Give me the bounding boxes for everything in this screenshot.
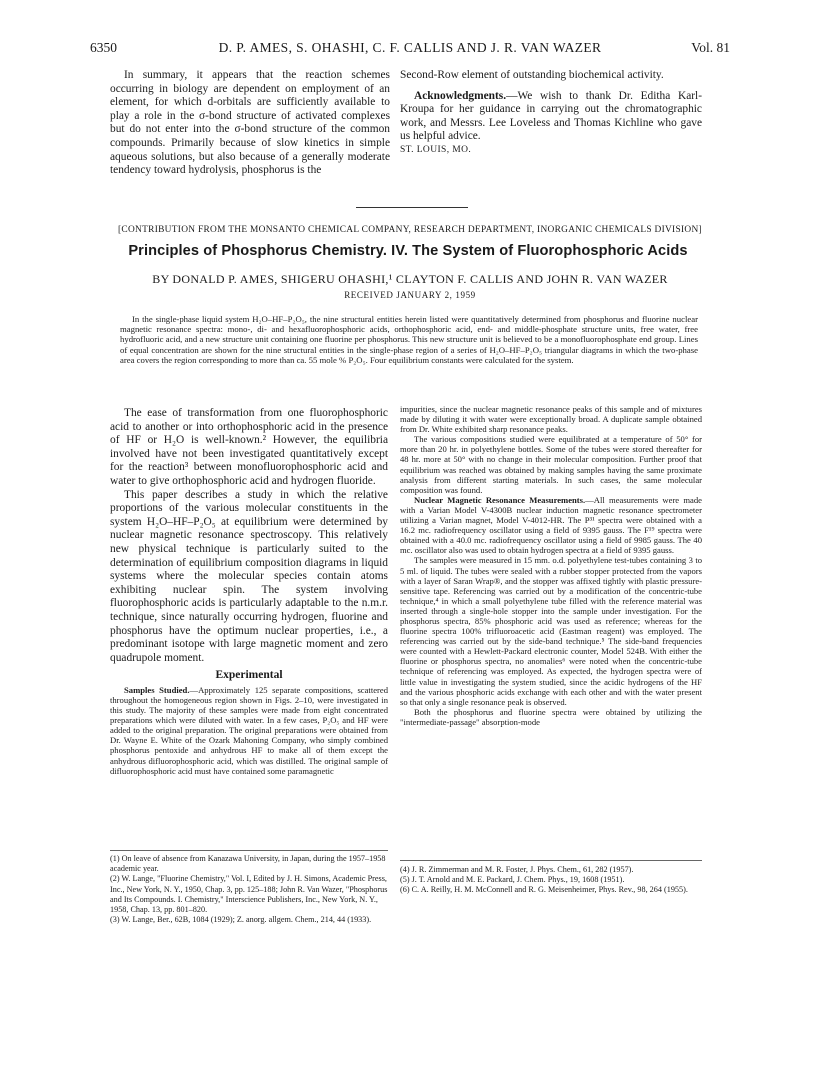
impurities-paragraph: impurities, since the nuclear magnetic resonance peaks of this sample and of mixtures made by diluting it with water were exceptionally broad. A duplicate sample obtained from Dr. White exhibited sharp resonance peaks. [400,404,702,435]
author-location: ST. LOUIS, MO. [400,144,472,155]
footnote-2: (2) W. Lange, "Fluorine Chemistry," Vol. I, Edited by J. H. Simons, Academic Press, Inc., New York, N. Y., 1950, Chap. 3, pp. 125–188; John R. Van Wazer, "Phosphorus and Its Compounds. I. Chemistry," Interscience Publishers, Inc., New York, N. Y., 1958, Chap. 13, pp. 801–820. [110,874,388,915]
spectra-paragraph: Both the phosphorus and fluorine spectra were obtained by utilizing the "intermediate-passage" absorption-mode [400,706,702,727]
volume-number: Vol. 81 [691,40,730,55]
nmr-measurements-text: —All measurements were made with a Varian Model V-4300B nuclear induction magnetic resonance spectrometer utilizing a Varian magnet, Model V-4012-HR. The P³¹ spectra were obtained with a 16.2 mc. radiofrequency oscillator using a field of 9395 gauss. The F¹⁹ spectra were obtained with a 40.0 mc. radiofrequency oscillator using a field of 9985 gauss. The 40 mc. oscillator also was used to obtain hydrogen spectra at a field of 9395 gauss. [400,494,702,556]
running-head-authors: D. P. AMES, S. OHASHI, C. F. CALLIS AND J. R. VAN WAZER [218,40,602,55]
samples-studied-heading: Samples Studied. [124,684,190,695]
abstract [120,314,698,365]
previous-article-paragraph: In summary, it appears that the reaction schemes occurring in biology are dependent on employment of an element, for which d-orbitals are sufficiently available to play a role in the σ-bond structure of activated complexes but do not enter into the σ-bond structure of the common compounds. Primarily because of slow kinetics in simple aqueous solutions, but also because of a generally moderate tendency toward hydrolysis, phosphorus is the [110,69,390,177]
footnote-5: (5) J. T. Arnold and M. E. Packard, J. Chem. Phys., 19, 1608 (1951). [400,875,625,885]
acknowledgments [400,90,702,144]
footnote-6: (6) C. A. Reilly, H. M. McConnell and R. G. Meisenheimer, Phys. Rev., 98, 264 (1955). [400,885,688,895]
received-date: RECEIVED JANUARY 2, 1959 [344,290,476,300]
equilibration-paragraph: The various compositions studied were equilibrated at a temperature of 50° for more than 20 hr. in polyethylene bottles. Some of the tubes were stored thereafter for 48 hr. more at 50° with no change in their molecular composition. Further proof that equilibrium was reached was obtained by making samples having the same proximate analysis from different starting materials. In such cases, the same molecular composition was found. [400,434,702,495]
previous-article-paragraph-continued: Second-Row element of outstanding biochemical activity. [400,69,664,81]
article-separator-rule [356,207,468,208]
article-title: Principles of Phosphorus Chemistry. IV. The System of Fluorophosphoric Acids [128,243,688,259]
intro-paragraph-1: The ease of transformation from one fluorophosphoric acid to another or into orthophosphoric acid in the presence of HF or H₂O is well-known.² However, the equilibria involved have not been investigated quantitatively except for the reaction³ between monofluorophosphoric acid and water to give orthophosphoric acid and hydrogen fluoride. [110,407,388,487]
nmr-measurements-paragraph [400,495,702,556]
footnote-rule-right [400,860,702,861]
abstract-text: In the single-phase liquid system H₂O–HF–P₂O₅, the nine structural entities herein listed were quantitatively determined from phosphorus and fluorine nuclear magnetic resonance spectra: mono-, di- and hexafluorophosphoric acids, orthophosphoric acid, end- and middle-phosphate structure units, free water, free hydrofluoric acid, and a new structure unit containing one fluorine per phosphorus. This new structure unit is believed to be a monofluorophosphate end group. Lines of equal concentration are shown for the nine structural entities in the single-phase region of a series of H₂O–HF–P₂O₅ triangular diagrams in which the two-phase area covers the region corresponding to more than ca. 55 mole % P₂O₅. Four equilibrium constants were calculated for the system. [120,314,698,365]
sample-tubes-paragraph: The samples were measured in 15 mm. o.d. polyethylene test-tubes containing 3 to 5 ml. of liquid. The tubes were sealed with a rubber stopper protected from the vapors with a layer of Saran Wrap®, and the stopper was affixed tightly with plastic pressure-sensitive tape. Referencing was carried out by a modification of the concentric-tube technique,⁴ in which a small polyethylene tube filled with the reference material was inserted through a single-hole stopper into the sample under investigation. For the phosphorus spectra, 85% phosphoric acid was used as reference; whereas for the fluorine spectra 100% trifluoroacetic acid (Eastman reagent) was employed. The referencing was carried out by the side-band technique.⁵ The side-band frequencies were counted with a Hewlett-Packard electronic counter, Model 524B. With either the fluorine or phosphorus spectra, no anomalies⁶ were noted when the concentric-tube technique of referencing was employed. As expected, the hydrogen spectra were of little value in investigating the system studied, since the acidic hydrogens of the HF and the various phosphoric acids exchange with each other and with the water present so that only a single resonance peak is observed. [400,555,702,707]
footnotes-left [110,854,388,925]
section-heading-experimental: Experimental [215,669,283,682]
samples-studied-paragraph [110,685,388,776]
nmr-measurements-heading: Nuclear Magnetic Resonance Measurements. [414,494,586,505]
previous-article-right-column [400,69,702,158]
acknowledgments-heading: Acknowledgments. [414,89,507,102]
page-number: 6350 [90,40,117,55]
acknowledgments-text: —We wish to thank Dr. Editha Karl-Kroupa for her guidance in carrying out the chromatographic work, and Messrs. Lee Loveless and Thomas Kichline who gave us helpful advice. [400,89,702,143]
contribution-line: [CONTRIBUTION FROM THE MONSANTO CHEMICAL COMPANY, RESEARCH DEPARTMENT, INORGANIC CHEMICALS DIVISION] [118,225,702,235]
samples-studied-text: —Approximately 125 separate compositions, scattered throughout the homogeneous region shown in Figs. 2–10, were investigated in this study. The majority of these samples were made from eight concentrated preparations which were diluted with water. In a few cases, P₂O₅ and HF were added to the original preparation. The original preparations were obtained from Dr. Wayne E. White of the Ozark Mahoning Company, who simply combined phosphorus pentoxide and anhydrous HF to make all of them except the anhydrous difluorophosphoric acid, which was distilled. The original sample of difluorophosphoric acid must have contained some paramagnetic [110,684,388,776]
footnote-3: (3) W. Lange, Ber., 62B, 1084 (1929); Z. anorg. allgem. Chem., 214, 44 (1933). [110,915,372,925]
article-byline: BY DONALD P. AMES, SHIGERU OHASHI,¹ CLAYTON F. CALLIS AND JOHN R. VAN WAZER [152,272,668,286]
intro-paragraph-2: This paper describes a study in which the relative proportions of the various molecular constituents in the system H₂O–HF–P₂O₅ at equilibrium were determined by nuclear magnetic resonance spectroscopy. This relatively new physical technique is particularly suited to the determination of equilibrium composition diagrams in liquid systems where the molecular species contain atoms exhibiting nuclear spin. The system involving fluorophosphoric acids is particularly adaptable to the n.m.r. technique, since naturally occurring hydrogen, fluorine and phosphorus have the optimum nuclear properties, i.e., a predominant isotope with large magnetic moment and zero quadrupole moment. [110,488,388,664]
footnote-rule-left [110,850,388,851]
footnote-1: (1) On leave of absence from Kanazawa University, in Japan, during the 1957–1958 academic year. [110,854,386,874]
footnote-4: (4) J. R. Zimmerman and M. R. Foster, J. Phys. Chem., 61, 282 (1957). [400,865,634,874]
previous-article-left-column [110,69,390,178]
running-head [90,40,730,60]
body-left-column [110,407,388,776]
body-right-column [400,404,702,727]
footnotes-right [400,865,702,896]
